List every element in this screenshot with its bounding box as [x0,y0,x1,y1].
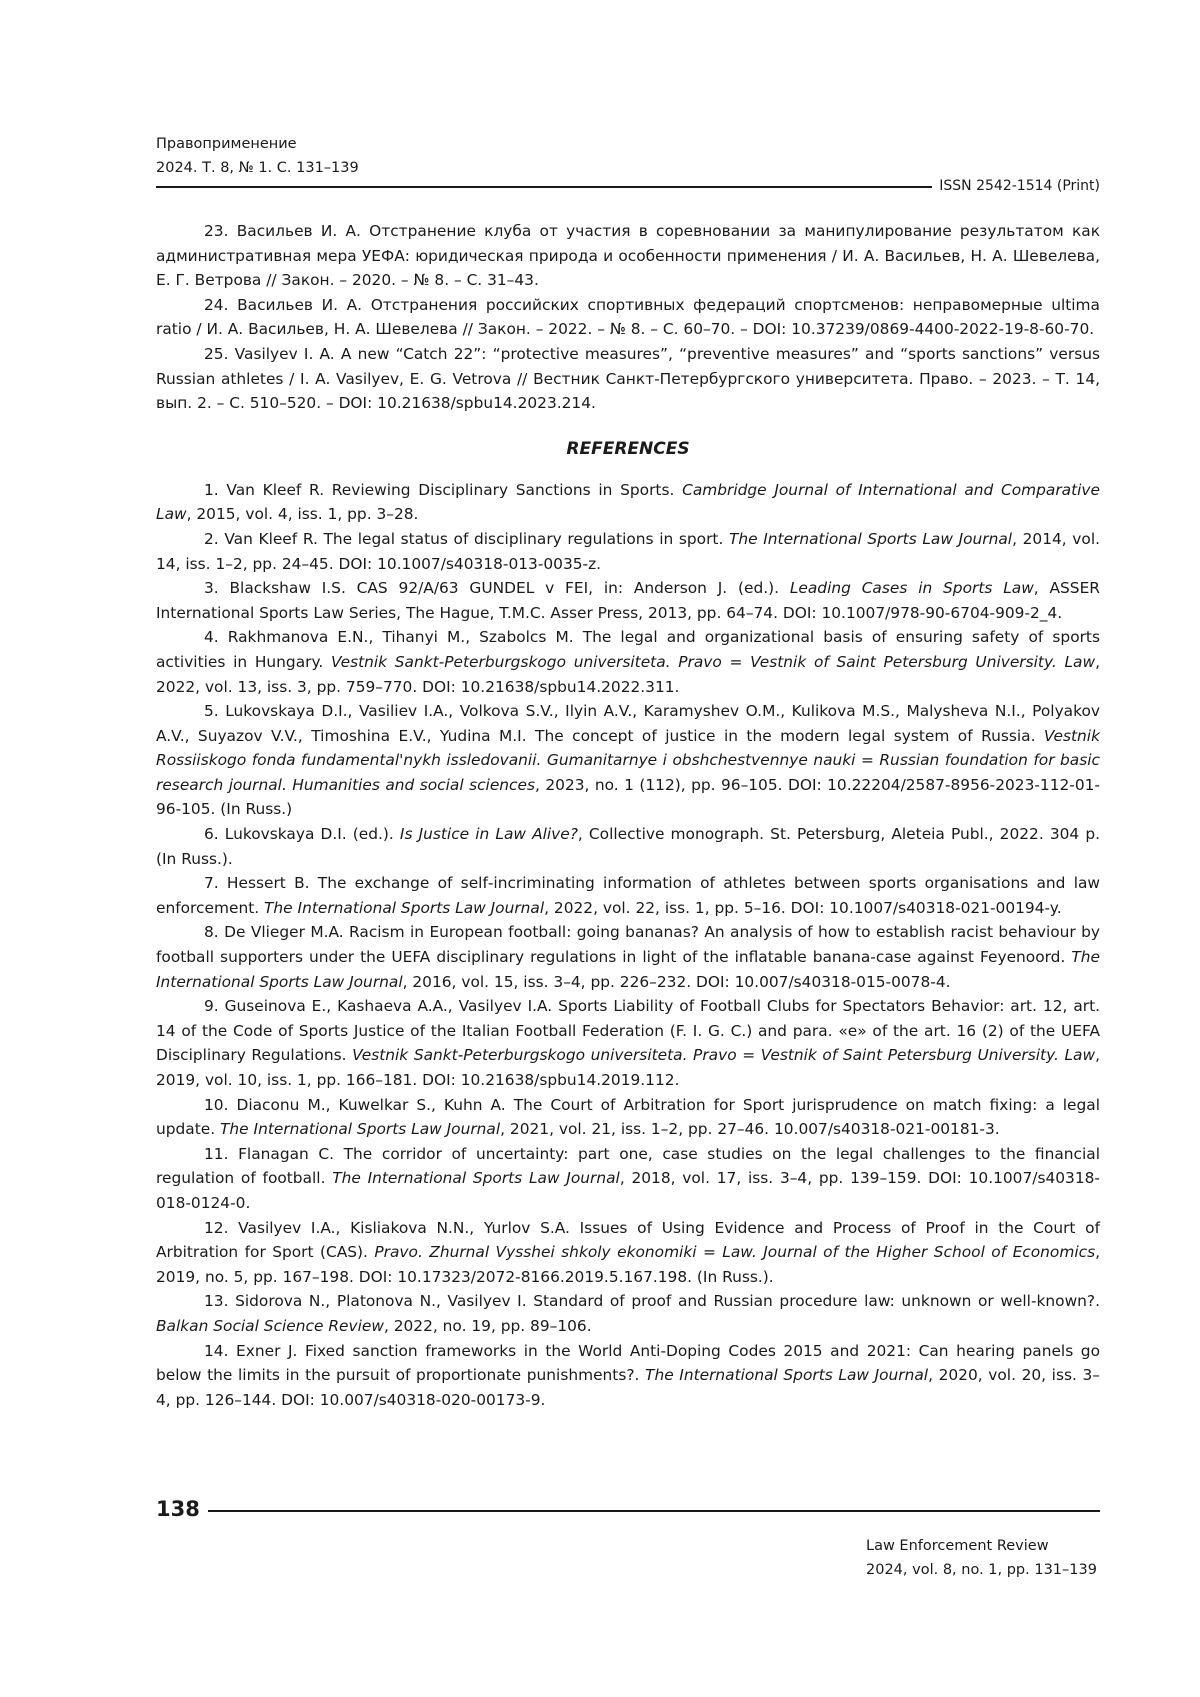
reference-item: 23. Васильев И. А. Отстранение клуба от участия в соревновании за манипулирование результатом как административная мера УЕФА: юридическая природа и особенности применения / И. А. Васильев, Н. А. Шевелева, Е. Г. Ветрова // Закон. – 2020. – № 8. – С. 31–43. [156,222,1100,290]
reference-text: 1. Van Kleef R. Reviewing Disciplinary Sanctions in Sports. [204,480,683,499]
reference-details: , Collective monograph. St. Petersburg, Aleteia Publ., 2022. 304 p. (In Russ.). [156,825,1100,868]
reference-section [156,219,1100,1412]
reference-source: Vestnik Sankt-Peterburgskogo universiteta. Pravo = Vestnik of Saint Petersburg University. Law [330,652,1096,671]
reference-item [156,699,1100,822]
reference-details: , 2019, no. 5, pp. 167–198. DOI: 10.17323/2072-8166.2019.5.167.198. (In Russ.). [156,1243,1101,1286]
reference-item [156,1289,1100,1338]
reference-source: Balkan Social Science Review [156,1316,384,1335]
reference-text: 9. Guseinova E., Kashaeva A.A., Vasilyev I.A. Sports Liability of Football Clubs for Spectators Behavior: art. 12, art. 14 of the Code of Sports Justice of the Italian Football Federation (F. I. G. C.) and para. «e» of the art. 16 (2) of the UEFA Disciplinary Regulations. [156,997,1100,1065]
reference-details: , 2022, no. 19, pp. 89–106. [383,1316,592,1335]
running-footer [866,1534,1100,1582]
reference-source: Pravo. Zhurnal Vysshei shkoly ekonomiki = Law. Journal of the Higher School of Economics [374,1243,1096,1262]
reference-text: 13. Sidorova N., Platonova N., Vasilyev I. Standard of proof and Russian procedure law: unknown or well-known?. [204,1292,1100,1311]
issue-citation-ru: 2024. Т. 8, № 1. С. 131–139 [156,160,359,176]
reference-details: , 2022, vol. 22, iss. 1, pp. 5–16. DOI: 10.1007/s40318-021-00194-y. [544,898,1062,917]
reference-item: 24. Васильев И. А. Отстранения российских спортивных федераций спортсменов: неправомерные ultima ratio / И. А. Васильев, Н. А. Шевелева // Закон. – 2022. – № 8. – С. 60–70. – DOI: 10.37239/0869-4400-2022-19-8-60-70. [156,295,1100,339]
reference-item [156,576,1100,625]
reference-item [156,994,1100,1092]
reference-source: The International Sports Law Journal [645,1366,929,1385]
reference-text: 5. Lukovskaya D.I., Vasiliev I.A., Volkova S.V., Ilyin A.V., Karamyshev O.M., Kulikova M.S., Malysheva N.I., Polyakov A.V., Suyazov V.V., Timoshina E.V., Yudina M.I. The concept of justice in the modern legal system of Russia. [156,702,1100,745]
reference-source: The International Sports Law Journal [332,1169,620,1188]
footer-rule [208,1510,1100,1512]
reference-source: The International Sports Law Journal [264,898,545,917]
reference-text: 8. De Vlieger M.A. Racism in European football: going bananas? An analysis of how to establish racist behaviour by football supporters under the UEFA disciplinary regulations in light of the inflatable banana-case against Feyenoord. [156,923,1100,967]
reference-details: , 2016, vol. 15, iss. 3–4, pp. 226–232. DOI: 10.007/s40318-015-0078-4. [402,972,951,991]
reference-text: 14. Exner J. Fixed sanction frameworks in the World Anti‑Doping Codes 2015 and 2021: Can hearing panels go below the limits in the pursuit of proportionate punishments?. [156,1341,1100,1385]
references-heading: REFERENCES [566,438,690,459]
reference-details: , 2023, no. 1 (112), pp. 96–105. DOI: 10.22204/2587-8956-2023-112-01-96-105. (In Russ.) [156,775,1100,819]
issn-label: ISSN 2542-1514 (Print) [939,178,1100,194]
reference-source: Vestnik Sankt-Peterburgskogo universiteta. Pravo = Vestnik of Saint Petersburg University. Law [352,1046,1096,1065]
reference-item [156,1142,1100,1216]
reference-source: The International Sports Law Journal [156,948,1100,991]
reference-source: Leading Cases in Sports Law [789,579,1034,598]
reference-details: , 2015, vol. 4, iss. 1, pp. 3–28. [186,505,419,524]
reference-details: , 2020, vol. 20, iss. 3–4, pp. 126–144. DOI: 10.007/s40318-020-00173-9. [156,1366,1100,1409]
reference-text: 6. Lukovskaya D.I. (ed.). [204,825,400,844]
issue-citation-en: 2024, vol. 8, no. 1, pp. 131–139 [866,1562,1097,1578]
reference-source: Vestnik Rossiiskogo fonda fundamental'nykh issledovanii. Gumanitarnye i obshchestvennye nauki = Russian foundation for basic research journal. Humanities and social sciences [156,726,1100,794]
reference-details: , ASSER International Sports Law Series, The Hague, T.M.C. Asser Press, 2013, pp. 64–74. DOI: 10.1007/978-90-6704-909-2_4. [156,579,1100,622]
reference-text: 4. Rakhmanova E.N., Tihanyi M., Szabolcs M. The legal and organizational basis of ensuring safety of sports activities in Hungary. [156,628,1100,671]
running-header [156,132,359,180]
reference-item [156,625,1100,699]
reference-item: 25. Vasilyev I. A. A new “Catch 22”: “protective measures”, “preventive measures” and “sports sanctions” versus Russian athletes / I. A. Vasilyev, E. G. Vetrova // Вестник Санкт-Петербургского университета. Право. – 2023. – Т. 14, вып. 2. – С. 510–520. – DOI: 10.21638/spbu14.2023.214. [156,344,1100,413]
journal-title-ru: Правоприменение [156,136,297,152]
header-rule [156,186,932,188]
journal-title-en: Law Enforcement Review [866,1538,1049,1554]
reference-item [156,1216,1100,1290]
reference-item [156,478,1100,527]
reference-item [156,1339,1100,1413]
reference-details: , 2022, vol. 13, iss. 3, pp. 759–770. DOI: 10.21638/spbu14.2022.311. [156,652,1100,696]
reference-item [156,1093,1100,1142]
reference-text: 3. Blackshaw I.S. CAS 92/A/63 GUNDEL v FEI, in: Anderson J. (ed.). [204,579,790,598]
reference-text: 10. Diaconu M., Kuwelkar S., Kuhn A. The Court of Arbitration for Sport jurisprudence on match fixing: a legal update. [156,1095,1100,1139]
reference-source: The International Sports Law Journal [728,529,1013,548]
reference-item [156,871,1100,920]
reference-details: , 2019, vol. 10, iss. 1, pp. 166–181. DOI: 10.21638/spbu14.2019.112. [156,1046,1100,1089]
reference-list-en [156,478,1100,1413]
reference-list-ru [156,219,1100,416]
reference-text: 2. Van Kleef R. The legal status of disciplinary regulations in sport. [204,529,729,548]
reference-source: The International Sports Law Journal [220,1120,501,1139]
reference-details: , 2021, vol. 21, iss. 1–2, pp. 27–46. 10.007/s40318-021-00181-3. [500,1120,1000,1139]
reference-details: , 2018, vol. 17, iss. 3–4, pp. 139–159. DOI: 10.1007/s40318-018-0124-0. [156,1169,1100,1212]
reference-details: , 2014, vol. 14, iss. 1–2, pp. 24–45. DOI: 10.1007/s40318-013-0035-z. [156,529,1100,573]
reference-text: 11. Flanagan C. The corridor of uncertainty: part one, case studies on the legal challenges to the financial regulation of football. [156,1144,1100,1188]
reference-source: Cambridge Journal of International and Comparative Law [156,480,1100,524]
reference-text: 12. Vasilyev I.A., Kisliakova N.N., Yurlov S.A. Issues of Using Evidence and Process of Proof in the Court of Arbitration for Sport (CAS). [156,1218,1100,1262]
page-number: 138 [156,1497,200,1521]
reference-item [156,822,1100,871]
reference-item [156,920,1100,994]
reference-source: Is Justice in Law Alive? [399,825,578,844]
reference-text: 7. Hessert B. The exchange of self‑incriminating information of athletes between sports organisations and law enforcement. [156,874,1100,917]
reference-item [156,527,1100,576]
